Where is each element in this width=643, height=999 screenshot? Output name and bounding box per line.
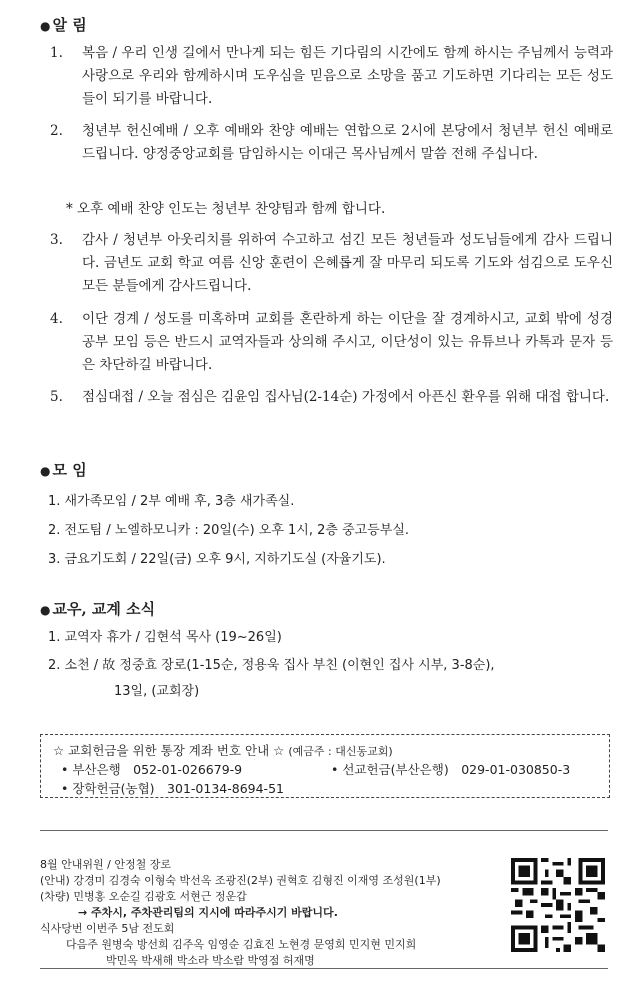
meeting-item-2: 2. 전도팀 / 노엘하모니카 : 20일(수) 오후 1시, 2층 중고등부실. (48, 523, 410, 538)
footer-divider-bottom (40, 968, 608, 969)
account-scholarship: • 장학헌금(농협) 301-0134-8694-51 (61, 781, 284, 796)
parking-row: (차량) 민병홍 오순길 김광호 서현근 정운갑 (40, 890, 247, 903)
notice-item-1: 1. 복음 / 우리 인생 길에서 만나게 되는 힘든 기다림의 시간에도 함께 하시는 주님께서 능력과 사랑으로 우리와 함께하시며 도우심을 믿음으로 소망을 품고 기도하면 기다리는 모든 성도들이 되기를 바랍니다. (50, 45, 613, 107)
guide-row: (안내) 강경미 김경숙 이형숙 박선옥 조광진(2부) 권혁호 김형진 이재영 조성원(1부) (40, 874, 441, 887)
notice-item-2: 2. 청년부 헌신예배 / 오후 예배와 찬양 예배는 연합으로 2시에 본당에서 청년부 헌신 예배로 드립니다. 양정중앙교회를 담임하시는 이대근 목사님께서 말씀 전해 주십니다. (50, 123, 613, 162)
meeting-item-3: 3. 금요기도회 / 22일(금) 오후 9시, 지하기도실 (자율기도). (48, 552, 386, 567)
bullet-icon: ● (40, 464, 51, 478)
notice-item-5: 5. 점심대접 / 오늘 점심은 김윤임 집사님(2-14순) 가정에서 아픈신 환우를 위해 대접 합니다. (50, 389, 610, 405)
account-title: ☆ 교회헌금을 위한 통장 계좌 번호 안내 ☆ (예금주 : 대신동교회) (53, 743, 393, 758)
bullet-icon: ● (40, 603, 51, 617)
footer-divider-top (40, 830, 608, 831)
notice-item-4: 4. 이단 경계 / 성도를 미혹하며 교회를 혼란하게 하는 이단을 잘 경계하시고, 교회 밖에 성경 공부 모임 등은 반드시 교역자들과 상의해 주시고, 이단성이 있는 유튜브나 카톡과 문자 등은 차단하길 바랍니다. (50, 311, 613, 373)
guide-committee: 8월 안내위원 / 안정철 장로 (40, 858, 171, 871)
meeting-heading: ● 모 임 (40, 461, 87, 479)
account-busan: • 부산은행 052-01-026679-9 (61, 762, 243, 777)
news-heading: ● 교우, 교계 소식 (40, 600, 156, 618)
notice-note: * 오후 예배 찬양 인도는 청년부 찬양팀과 함께 합니다. (66, 201, 386, 217)
notice-item-3: 3. 감사 / 청년부 아웃리치를 위하여 수고하고 섬긴 모든 청년들과 성도님들에게 감사 드립니다. 금년도 교회 학교 여름 신앙 훈련이 은혜롭게 잘 마무리 되도록 기도와 섬김으로 도우신 모든 분들에게 감사드립니다. (50, 232, 613, 294)
bullet-icon: ● (40, 19, 51, 33)
notice-heading: ● 알 림 (40, 16, 87, 34)
news-item-2-cont: 13일, (교회장) (114, 684, 200, 699)
meal-next-row: 다음주 원병숙 방선희 김주옥 임영순 김효진 노현경 문영희 민지현 민지희 (66, 938, 417, 951)
account-mission: • 선교헌금(부산은행) 029-01-030850-3 (331, 762, 571, 777)
meeting-item-1: 1. 새가족모임 / 2부 예배 후, 3층 새가족실. (48, 494, 295, 509)
parking-note: → 주차시, 주차관리팀의 지시에 따라주시기 바랍니다. (78, 906, 338, 919)
news-item-1: 1. 교역자 휴가 / 김현석 목사 (19~26일) (48, 630, 282, 645)
meal-row: 식사당번 이번주 5남 전도회 (40, 922, 175, 935)
news-item-2: 2. 소천 / 故 정중효 장로(1-15순, 정용욱 집사 부친 (이현인 집사 시부, 3-8순), (48, 658, 495, 673)
meal-next-row-2: 박민옥 박새해 박소라 박소람 박영점 허재명 (106, 954, 315, 967)
account-info-box (40, 734, 610, 798)
qr-code-icon (511, 858, 605, 952)
